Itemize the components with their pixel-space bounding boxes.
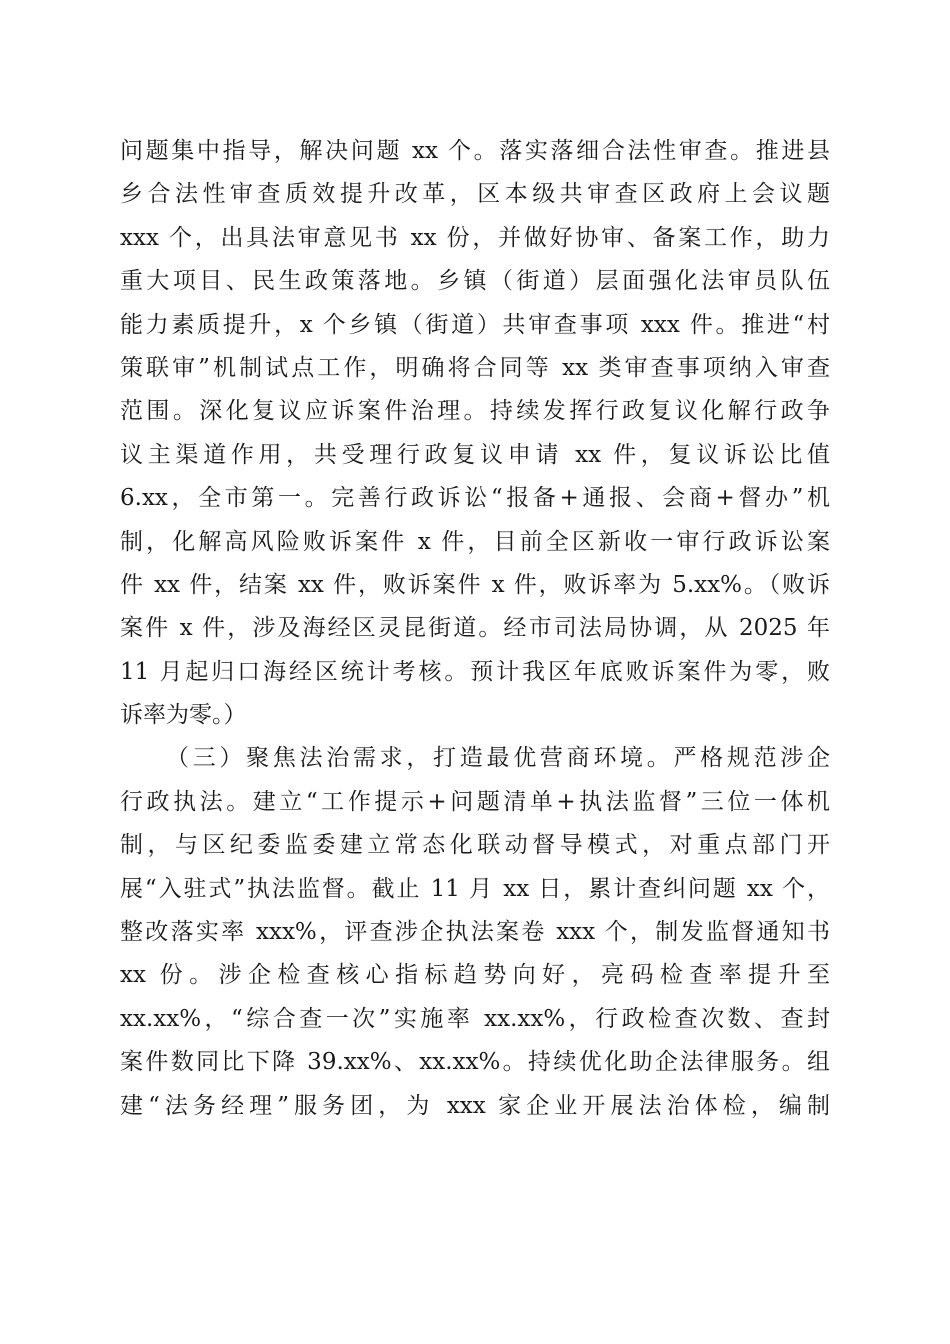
text-line: 件 xx 件，结案 xx 件，败诉案件 x 件，败诉率为 5.xx%。（败诉 — [120, 571, 830, 598]
section-heading-line: （三）聚焦法治需求，打造最优营商环境。严格规范涉企 — [166, 745, 830, 772]
paragraph-end-line: 诉率为零。） — [120, 702, 247, 729]
text-line: 问题集中指导，解决问题 xx 个。落实落细合法性审查。推进县 — [120, 138, 830, 164]
text-line: 展“入驻式”执法监督。截止 11 月 xx 日，累计查纠问题 xx 个， — [120, 875, 830, 902]
text-line: 乡合法性审查质效提升改革，区本级共审查区政府上会议题 — [120, 181, 830, 208]
text-line: 能力素质提升，x 个乡镇（街道）共审查事项 xxx 件。推进“村 — [120, 311, 830, 338]
text-line: 建“法务经理”服务团，为 xxx 家企业开展法治体检，编制 — [120, 1092, 830, 1119]
text-line: xxx 个，出具法审意见书 xx 份，并做好协审、备案工作，助力 — [120, 224, 830, 251]
text-line: 6.xx，全市第一。完善行政诉讼“报备+通报、会商+督办”机 — [120, 485, 830, 512]
text-line: 策联审”机制试点工作，明确将合同等 xx 类审查事项纳入审查 — [120, 354, 830, 381]
text-line: 整改落实率 xxx%，评查涉企执法案卷 xxx 个，制发监督通知书 — [120, 919, 830, 946]
text-line: 重大项目、民生政策落地。乡镇（街道）层面强化法审员队伍 — [120, 268, 830, 295]
text-line: 案件数同比下降 39.xx%、xx.xx%。持续优化助企法律服务。组 — [120, 1049, 830, 1076]
text-line: 制，化解高风险败诉案件 x 件，目前全区新收一审行政诉讼案 — [120, 528, 830, 555]
text-line: 范围。深化复议应诉案件治理。持续发挥行政复议化解行政争 — [120, 398, 830, 425]
text-line: 制，与区纪委监委建立常态化联动督导模式，对重点部门开 — [120, 832, 830, 859]
text-line: xx.xx%，“综合查一次”实施率 xx.xx%，行政检查次数、查封 — [120, 1005, 830, 1032]
text-line: 11 月起归口海经区统计考核。预计我区年底败诉案件为零，败 — [120, 658, 830, 685]
text-line: xx 份。涉企检查核心指标趋势向好，亮码检查率提升至 — [120, 962, 830, 989]
text-line: 议主渠道作用，共受理行政复议申请 xx 件，复议诉讼比值 — [120, 441, 830, 468]
text-line: 行政执法。建立“工作提示+问题清单+执法监督”三位一体机 — [120, 788, 830, 815]
document-body — [120, 130, 830, 1128]
text-line: 案件 x 件，涉及海经区灵昆街道。经市司法局协调，从 2025 年 — [120, 615, 830, 642]
